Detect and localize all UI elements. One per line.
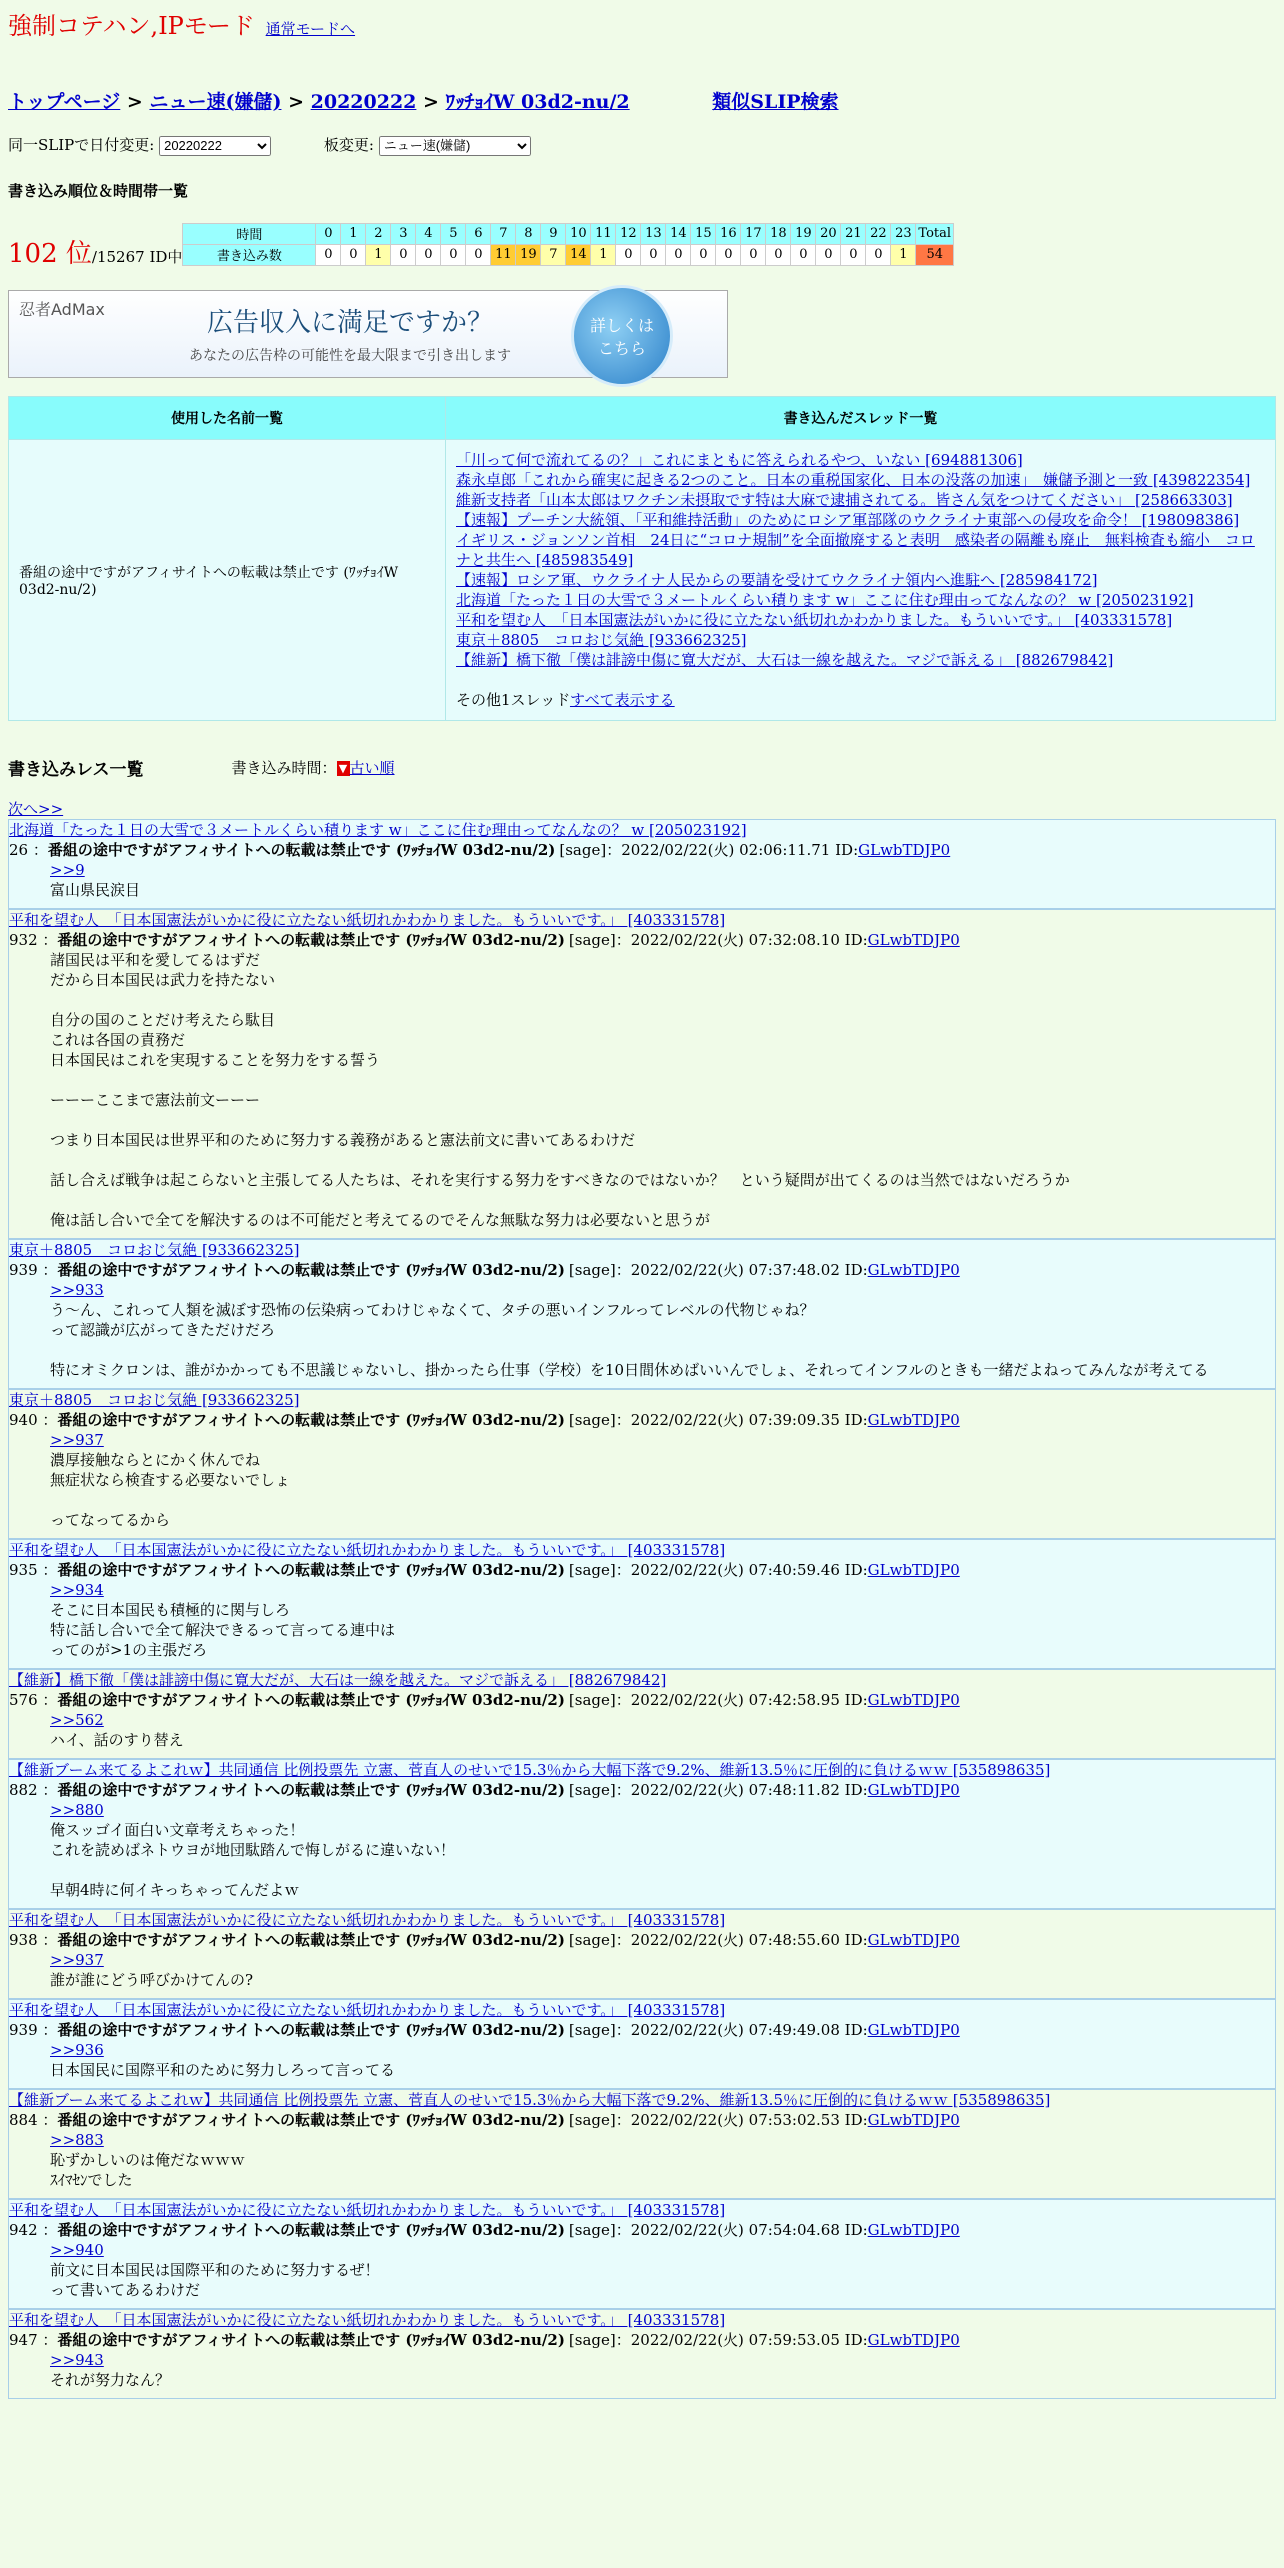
post-header [9,840,1275,860]
post-number: 947 [9,2330,38,2349]
count-cell: 0 [616,244,641,265]
post [8,1389,1276,1539]
post-number: 576 [9,1690,38,1709]
post-body [9,1800,1275,1900]
names-column-header: 使用した名前一覧 [9,397,445,439]
ad-logo: 忍者AdMax [19,299,105,319]
post-id-link[interactable]: GLwbTDJP0 [867,1410,960,1429]
threads-column-header: 書き込んだスレッド一覧 [446,397,1275,439]
names-threads-table [8,396,1276,721]
post-text: 濃厚接触ならとにかく休んでね 無症状なら検査する必要ないでしょ ってなってるから [50,1450,291,1529]
hour-cell: 14 [666,223,691,244]
post-meta: [sage]：2022/02/22(火) 07:32:08.10 ID: [568,930,868,949]
post-name: 番組の途中ですがアフィサイトへの転載は禁止です (ﾜｯﾁｮｲW 03d2-nu/2) [57,2020,565,2039]
post-header [9,2110,1275,2130]
post-meta: [sage]：2022/02/22(火) 07:42:58.95 ID: [568,1690,868,1709]
post [8,1239,1276,1389]
post-thread-link[interactable]: 平和を望む人 「日本国憲法がいかに役に立たない紙切れかわかりました。もういいです。」 [403331578] [9,1540,726,1559]
thread-link-item [456,610,1265,630]
post-meta: [sage]：2022/02/22(火) 07:53:02.53 ID: [568,2110,868,2129]
post-name: 番組の途中ですがアフィサイトへの転載は禁止です (ﾜｯﾁｮｲW 03d2-nu/2) [57,1930,565,1949]
hour-cell: 17 [741,223,766,244]
post-number: 939 [9,1260,38,1279]
post [8,1909,1276,1999]
thread-link[interactable]: 東京＋8805 コロおじ気絶 [933662325] [456,630,747,649]
hour-cell: 18 [766,223,791,244]
post-meta: [sage]：2022/02/22(火) 07:48:11.82 ID: [568,1780,868,1799]
post-id-link[interactable]: GLwbTDJP0 [867,1560,960,1579]
post-name: 番組の途中ですがアフィサイトへの転載は禁止です (ﾜｯﾁｮｲW 03d2-nu/2) [57,2220,565,2239]
post-meta: [sage]：2022/02/22(火) 07:54:04.68 ID: [568,2220,868,2239]
post-number: 884 [9,2110,38,2129]
post-header [9,1410,1275,1430]
hour-cell: 20 [816,223,841,244]
hour-cell: 0 [316,223,341,244]
date-change-label: 同一SLIPで日付変更: [8,136,155,154]
hours-row [183,223,954,244]
sort-arrow-icon: ▼ [337,761,350,776]
post-id-link[interactable]: GLwbTDJP0 [867,1690,960,1709]
post-header [9,1260,1275,1280]
count-cell: 1 [891,244,916,265]
breadcrumb-separator: > [423,91,446,113]
post [8,1539,1276,1669]
post-meta: [sage]：2022/02/22(火) 02:06:11.71 ID: [559,840,859,859]
post-colon: ： [37,1690,58,1709]
post-meta: [sage]：2022/02/22(火) 07:59:53.05 ID: [568,2330,868,2349]
thread-link-item [456,450,1265,470]
post-colon: ： [37,1780,58,1799]
post [8,1759,1276,1909]
count-cell: 0 [841,244,866,265]
breadcrumb-board[interactable]: ニュー速(嫌儲) [149,91,282,113]
post-name: 番組の途中ですがアフィサイトへの転載は禁止です (ﾜｯﾁｮｲW 03d2-nu/2) [57,930,565,949]
hourly-table [182,223,954,266]
post-colon: ： [37,1560,58,1579]
thread-link[interactable]: 平和を望む人 「日本国憲法がいかに役に立たない紙切れかわかりました。もういいです。」 [403331578] [456,610,1173,629]
ranking-heading: 書き込み順位＆時間帯一覧 [8,181,189,200]
hour-cell: 11 [591,223,616,244]
post-meta: [sage]：2022/02/22(火) 07:37:48.02 ID: [568,1260,868,1279]
ad-details-label: 詳しくは こちら [589,315,654,358]
hour-cell: 2 [366,223,391,244]
post-number: 940 [9,1410,38,1429]
breadcrumb-separator: > [126,91,150,113]
post-id-link[interactable]: GLwbTDJP0 [867,1930,960,1949]
post [8,2199,1276,2309]
thread-link[interactable]: 【維新】橋下徹「僕は誹謗中傷に寛大だが、大石は一線を越えた。マジで訴える」 [882679842] [456,650,1114,669]
ad-subtext: あなたの広告枠の可能性を最大限まで引き出します [189,348,511,364]
post-header [9,1780,1275,1800]
post-body [9,2240,1275,2300]
post-time-label: 書き込み時間： [231,758,337,777]
posts-list [8,819,1276,2399]
post-colon: ： [37,1930,58,1949]
post-meta: [sage]：2022/02/22(火) 07:48:55.60 ID: [568,1930,868,1949]
post-colon: ： [37,1260,58,1279]
count-cell: 7 [541,244,566,265]
post-name: 番組の途中ですがアフィサイトへの転載は禁止です (ﾜｯﾁｮｲW 03d2-nu/2) [57,2110,565,2129]
post-body [9,2130,1275,2190]
post-text: 前文に日本国民は国際平和のために努力するぜ！ って書いてあるわけだ [50,2260,380,2299]
post-header [9,930,1275,950]
post-colon: ： [37,1410,58,1429]
ad-text [129,302,571,365]
post-meta: [sage]：2022/02/22(火) 07:49:49.08 ID: [568,2020,868,2039]
post-text: 誰が誰にどう呼びかけてんの? [50,1970,254,1989]
post-id-link[interactable]: GLwbTDJP0 [858,840,951,859]
post [8,1669,1276,1759]
count-cell: 1 [366,244,391,265]
post [8,2089,1276,2199]
count-cell: 14 [566,244,591,265]
post-header [9,1560,1275,1580]
thread-link[interactable]: 【速報】ロシア軍、ウクライナ人民からの要請を受けてウクライナ領内へ進駐へ [285984172] [456,570,1098,589]
count-cell: 0 [766,244,791,265]
counts-row [183,244,954,265]
hour-cell: 8 [516,223,541,244]
show-all-link[interactable]: すべて表示する [569,690,675,709]
hour-cell: 12 [616,223,641,244]
post-name: 番組の途中ですがアフィサイトへの転載は禁止です (ﾜｯﾁｮｲW 03d2-nu/2) [57,2330,565,2349]
post-reply-link[interactable]: >>943 [50,2350,104,2369]
thread-link-item [456,510,1265,530]
thread-link[interactable]: 森永卓郎「これから確実に起きる2つのこと。日本の重税国家化、日本の没落の加速」 嫌儲予測と一致 [439822354] [456,470,1251,489]
post-thread-link[interactable]: 平和を望む人 「日本国憲法がいかに役に立たない紙切れかわかりました。もういいです。」 [403331578] [9,910,726,929]
post-text: 諸国民は平和を愛してるはずだ だから日本国民は武力を持たない 自分の国のことだけ考えたら駄目 これは各国の責務だ 日本国民はこれを実現することを努力をする誓う ーーーここまで憲法前文ーーー つまり日本国民は世界平和のために努力する義務があると憲法前文に書いてあるわけだ 話し合えば戦争は起こらないと主張してる人たちは、それを実行する努力をすべきなのではないか？ という疑問が出てくるのは当然ではないだろうか 俺は話し合いで全てを解決するのは不可能だと考えてるのでそんな無駄な努力は必要ないと思うが [50,950,1070,1229]
count-cell: 0 [391,244,416,265]
count-cell: 0 [791,244,816,265]
post-id-link[interactable]: GLwbTDJP0 [867,1260,960,1279]
ad-banner[interactable] [8,290,728,378]
post-thread-link[interactable]: 平和を望む人 「日本国憲法がいかに役に立たない紙切れかわかりました。もういいです。」 [403331578] [9,2200,726,2219]
post-reply-link[interactable]: >>937 [50,1950,104,1969]
post-thread-link[interactable]: 【維新】橋下徹「僕は誹謗中傷に寛大だが、大石は一線を越えた。マジで訴える」 [882679842] [9,1670,667,1689]
post-meta: [sage]：2022/02/22(火) 07:39:09.35 ID: [568,1410,868,1429]
post-colon: ： [37,2110,58,2129]
post-text: 恥ずかしいのは俺だなｗｗｗ ｽｲﾏｾﾝでした [50,2150,246,2189]
post-name: 番組の途中ですがアフィサイトへの転載は禁止です (ﾜｯﾁｮｲW 03d2-nu/2) [57,1560,565,1579]
post-text: そこに日本国民も積極的に関与しろ 特に話し合いで全て解決できるって言ってる連中は ってのが>1の主張だろ [50,1600,396,1659]
thread-link-item [456,470,1265,490]
post-reply-link[interactable]: >>934 [50,1580,104,1599]
hour-cell: 5 [441,223,466,244]
post-id-link[interactable]: GLwbTDJP0 [867,2110,960,2129]
board-select[interactable] [379,136,531,156]
post-thread-link[interactable]: 平和を望む人 「日本国憲法がいかに役に立たない紙切れかわかりました。もういいです。」 [403331578] [9,1910,726,1929]
count-cell: 0 [316,244,341,265]
next-page-wrap [8,798,1276,819]
post-header [9,2220,1275,2240]
post-name: 番組の途中ですがアフィサイトへの転載は禁止です (ﾜｯﾁｮｲW 03d2-nu/2) [57,1780,565,1799]
post-reply-link[interactable]: >>940 [50,2240,104,2259]
post-name: 番組の途中ですがアフィサイトへの転載は禁止です (ﾜｯﾁｮｲW 03d2-nu/2) [47,840,556,859]
thread-link-item [456,530,1265,570]
post-colon: ： [28,840,48,859]
post-thread-link[interactable]: 平和を望む人 「日本国憲法がいかに役に立たない紙切れかわかりました。もういいです。」 [403331578] [9,2000,726,2019]
ad-details-button[interactable] [571,285,673,387]
similar-slip-search-link[interactable]: 類似SLIP検索 [712,91,839,113]
mode-header [8,6,1276,41]
sort-control [232,757,395,778]
hour-cell: Total [916,223,954,244]
post-thread-link[interactable]: 【維新ブーム来てるよこれｗ】共同通信 比例投票先 立憲、菅直人のせいで15.3％から大幅下落で9.2%、維新13.5％に圧倒的に負けるｗｗ [535898635] [9,2090,1051,2109]
hour-cell: 19 [791,223,816,244]
breadcrumb-top[interactable]: トップページ [8,91,121,113]
post-body [9,2350,1275,2390]
posts-title: 書き込みレス一覧 [8,759,144,780]
ranking-area [8,223,1276,270]
thread-link-item [456,570,1265,590]
post-number: 935 [9,1560,38,1579]
count-cell: 19 [516,244,541,265]
post-text: う～ん、これって人類を滅ぼす恐怖の伝染病ってわけじゃなくて、タチの悪いインフルってレベルの代物じゃね？ って認識が広がってきただけだろ 特にオミクロンは、誰がかかっても不思議じゃないし、掛かったら仕事（学校）を10日間休めばいいんでしょ、それってインフルのときも一緒だよねってみんなが考えてる [50,1300,1209,1379]
hour-cell: 7 [491,223,516,244]
post-colon: ： [37,2220,58,2239]
post-number: 942 [9,2220,38,2239]
select-row [8,134,1276,156]
hour-cell: 23 [891,223,916,244]
post-id-link[interactable]: GLwbTDJP0 [867,1780,960,1799]
count-cell: 11 [491,244,516,265]
post-reply-link[interactable]: >>9 [50,860,85,879]
post-meta: [sage]：2022/02/22(火) 07:40:59.46 ID: [568,1560,868,1579]
post-body [9,860,1275,900]
breadcrumb-slip[interactable]: ﾜｯﾁｮｲW 03d2-nu/2 [445,91,630,113]
post-reply-link[interactable]: >>933 [50,1280,104,1299]
post-header [9,2020,1275,2040]
post-text: 日本国民に国際平和のために努力しろって言ってる [50,2060,396,2079]
post-header [9,1930,1275,1950]
post-number: 26 [9,840,29,859]
count-cell: 0 [716,244,741,265]
hour-cell: 22 [866,223,891,244]
next-page-link[interactable]: 次へ>> [8,799,64,818]
post-header [9,1690,1275,1710]
post-text: 俺スッゴイ面白い文章考えちゃった！ これを読めばネトウヨが地団駄踏んで悔しがるに違いない！ 早朝4時に何イキっちゃってんだよｗ [50,1820,456,1899]
count-cell: 0 [341,244,366,265]
hour-cell: 13 [641,223,666,244]
hour-cell: 10 [566,223,591,244]
post-name: 番組の途中ですがアフィサイトへの転載は禁止です (ﾜｯﾁｮｲW 03d2-nu/2) [57,1410,565,1429]
mode-title: 強制コテハン,IPモード [8,12,255,40]
post [8,2309,1276,2399]
count-cell: 1 [591,244,616,265]
count-cell: 0 [441,244,466,265]
post-header [9,2330,1275,2350]
hour-cell: 21 [841,223,866,244]
count-cell: 0 [641,244,666,265]
post [8,909,1276,1239]
board-change-label: 板変更: [323,136,374,154]
post-colon: ： [37,2020,58,2039]
hour-cell: 9 [541,223,566,244]
thread-link-item [456,590,1265,610]
thread-list [446,440,1275,720]
count-cell: 0 [416,244,441,265]
post-colon: ： [37,2330,58,2349]
post-name: 番組の途中ですがアフィサイトへの転載は禁止です (ﾜｯﾁｮｲW 03d2-nu/2) [57,1690,565,1709]
thread-links [456,450,1265,670]
post-id-link[interactable]: GLwbTDJP0 [867,930,960,949]
count-cell: 0 [816,244,841,265]
post-thread-link[interactable]: 平和を望む人 「日本国憲法がいかに役に立たない紙切れかわかりました。もういいです。」 [403331578] [9,2310,726,2329]
rank-total: /15267 ID中 [91,247,183,266]
other-threads-count: その他1スレッド [456,690,570,709]
post-body [9,2040,1275,2080]
post-number: 882 [9,1780,38,1799]
thread-link[interactable]: 維新支持者「山本太郎はワクチン未摂取です特は大麻で逮捕されてる。皆さん気をつけてください」 [258663303] [456,490,1233,509]
post-body [9,1950,1275,1990]
thread-link[interactable]: 北海道「たった１日の大雪で３メートルくらい積ります w」ここに住む理由ってなんなの？ w [205023192] [456,590,1194,609]
breadcrumb [8,87,1276,114]
post-body [9,950,1275,1230]
post-body [9,1280,1275,1380]
breadcrumb-date[interactable]: 20220222 [310,91,417,113]
post-body [9,1710,1275,1750]
post [8,1999,1276,2089]
post-thread-link[interactable]: 北海道「たった１日の大雪で３メートルくらい積ります w」ここに住む理由ってなんなの？ w [205023192] [9,820,747,839]
post-text: ハイ、話のすり替え [50,1730,184,1749]
post-reply-link[interactable]: >>562 [50,1710,104,1729]
thread-link[interactable]: 【速報】プーチン大統領、「平和維持活動」のためにロシア軍部隊のウクライナ東部への侵攻を命令！ [198098386] [456,510,1240,529]
hour-cell: 3 [391,223,416,244]
post-number: 938 [9,1930,38,1949]
count-cell: 0 [691,244,716,265]
count-cell: 0 [466,244,491,265]
post-thread-link[interactable]: 東京＋8805 コロおじ気絶 [933662325] [9,1240,300,1259]
normal-mode-link[interactable]: 通常モードへ [265,20,356,38]
posts-header [8,755,1276,780]
other-threads [456,690,1265,710]
hour-cell: 15 [691,223,716,244]
used-name: 番組の途中ですがアフィサイトへの転載は禁止です (ﾜｯﾁｮｲW 03d2-nu/2) [9,440,445,720]
post [8,819,1276,909]
post-reply-link[interactable]: >>937 [50,1430,104,1449]
post-reply-link[interactable]: >>883 [50,2130,104,2149]
date-select[interactable] [159,136,271,156]
thread-link-item [456,650,1265,670]
post-colon: ： [37,930,58,949]
hours-row-label: 時間 [183,223,316,244]
hour-cell: 6 [466,223,491,244]
post-number: 932 [9,930,38,949]
post-reply-link[interactable]: >>936 [50,2040,104,2059]
thread-link[interactable]: イギリス・ジョンソン首相 24日に“コロナ規制”を全面撤廃すると表明 感染者の隔離も廃止 無料検査も縮小 コロナと共生へ [485983549] [456,530,1255,569]
rank-value: 102 位 [8,238,92,269]
thread-link-item [456,490,1265,510]
post-id-link[interactable]: GLwbTDJP0 [867,2220,960,2239]
count-cell: 0 [666,244,691,265]
count-cell: 0 [741,244,766,265]
ad-headline: 広告収入に満足ですか？ [206,308,493,338]
count-cell: 54 [916,244,954,265]
post-thread-link[interactable]: 【維新ブーム来てるよこれｗ】共同通信 比例投票先 立憲、菅直人のせいで15.3％から大幅下落で9.2%、維新13.5％に圧倒的に負けるｗｗ [535898635] [9,1760,1051,1779]
post-thread-link[interactable]: 東京＋8805 コロおじ気絶 [933662325] [9,1390,300,1409]
post-text: 富山県民涙目 [50,880,141,899]
post-id-link[interactable]: GLwbTDJP0 [867,2020,960,2039]
hour-cell: 1 [341,223,366,244]
post-name: 番組の途中ですがアフィサイトへの転載は禁止です (ﾜｯﾁｮｲW 03d2-nu/2) [57,1260,565,1279]
breadcrumb-separator: > [288,91,311,113]
sort-oldest-link[interactable]: 古い順 [349,758,395,777]
thread-link-item [456,630,1265,650]
count-cell: 0 [866,244,891,265]
hour-cell: 4 [416,223,441,244]
post-id-link[interactable]: GLwbTDJP0 [867,2330,960,2349]
hour-cell: 16 [716,223,741,244]
counts-row-label: 書き込み数 [183,244,316,265]
post-number: 939 [9,2020,38,2039]
rank-box [8,233,182,270]
post-body [9,1580,1275,1660]
thread-link[interactable]: 「川って何で流れてるの？」これにまともに答えられるやつ、いない [694881306] [456,450,1023,469]
post-text: それが努力なん？ [50,2370,171,2389]
post-reply-link[interactable]: >>880 [50,1800,104,1819]
post-body [9,1430,1275,1530]
